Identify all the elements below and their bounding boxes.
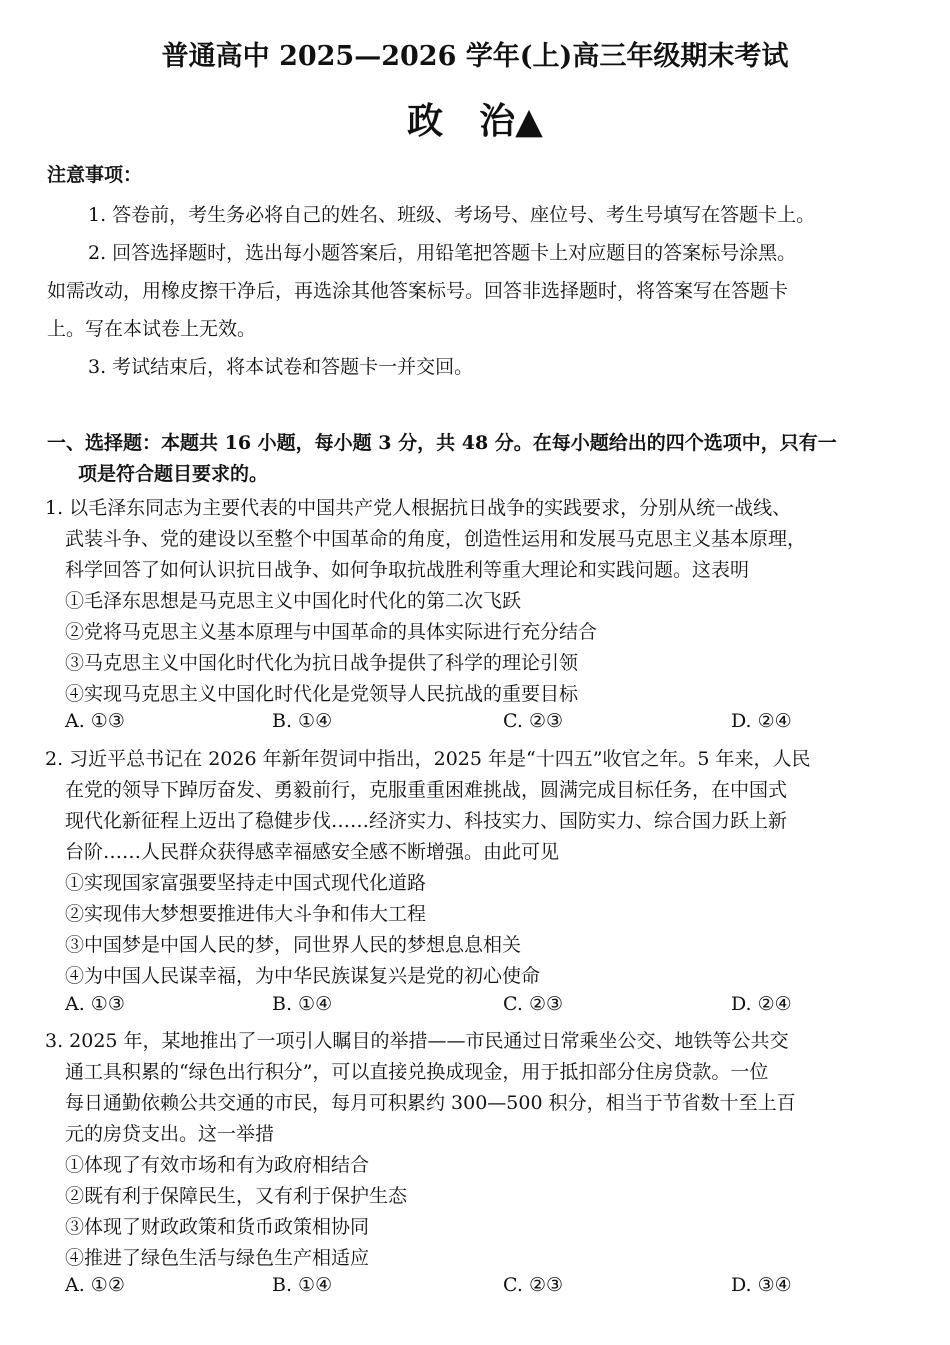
question-3-stem: 每日通勤依赖公共交通的市民，每月可积累约 300—500 积分，相当于节省数十至上百 [65, 1092, 796, 1114]
question-1-stem: 科学回答了如何认识抗日战争、如何争取抗战胜利等重大理论和实践问题。这表明 [65, 559, 750, 581]
section-heading-cont: 项是符合题目要求的。 [78, 463, 269, 485]
notice-line: 3. 考试结束后，将本试卷和答题卡一并交回。 [88, 356, 474, 378]
notice-line: 上。写在本试卷上无效。 [47, 318, 257, 340]
question-1-option-b: B. ①④ [272, 710, 333, 732]
question-3-stem: 3. 2025 年，某地推出了一项引人瞩目的举措——市民通过日常乘坐公交、地铁等公共交 [45, 1030, 789, 1052]
question-1-item: ②党将马克思主义基本原理与中国革命的具体实际进行充分结合 [65, 621, 598, 643]
question-1-item: ③马克思主义中国化时代化为抗日战争提供了科学的理论引领 [65, 652, 579, 674]
question-3-stem: 通工具积累的“绿色出行积分”，可以直接兑换成现金，用于抵扣部分住房贷款。一位 [65, 1061, 769, 1083]
subject-title: 政 治▲ [407, 100, 543, 142]
question-2-stem: 现代化新征程上迈出了稳健步伐……经济实力、科技实力、国防实力、综合国力跃上新 [65, 810, 788, 832]
question-2-item: ②实现伟大梦想要推进伟大斗争和伟大工程 [65, 903, 427, 925]
question-2-item: ①实现国家富强要坚持走中国式现代化道路 [65, 872, 427, 894]
question-3-option-c: C. ②③ [503, 1274, 564, 1296]
notice-line: 如需改动，用橡皮擦干净后，再选涂其他答案标号。回答非选择题时，将答案写在答题卡 [47, 280, 789, 302]
question-2-item: ③中国梦是中国人民的梦，同世界人民的梦想息息相关 [65, 934, 522, 956]
question-3-option-a: A. ①② [65, 1274, 125, 1296]
question-3-option-b: B. ①④ [272, 1274, 333, 1296]
question-3-item: ①体现了有效市场和有为政府相结合 [65, 1154, 370, 1176]
question-1-option-a: A. ①③ [65, 710, 125, 732]
question-2-option-b: B. ①④ [272, 993, 333, 1015]
question-1-item: ①毛泽东思想是马克思主义中国化时代化的第二次飞跃 [65, 590, 522, 612]
notice-line: 1. 答卷前，考生务必将自己的姓名、班级、考场号、座位号、考生号填写在答题卡上。 [88, 204, 816, 226]
question-2-option-c: C. ②③ [503, 993, 564, 1015]
question-2-item: ④为中国人民谋幸福，为中华民族谋复兴是党的初心使命 [65, 965, 541, 987]
question-3-item: ④推进了绿色生活与绿色生产相适应 [65, 1247, 370, 1269]
question-2-stem: 台阶……人民群众获得感幸福感安全感不断增强。由此可见 [65, 841, 560, 863]
question-3-option-d: D. ③④ [731, 1274, 792, 1296]
question-1-option-c: C. ②③ [503, 710, 564, 732]
question-3-stem: 元的房贷支出。这一举措 [65, 1123, 275, 1145]
question-1-item: ④实现马克思主义中国化时代化是党领导人民抗战的重要目标 [65, 683, 579, 705]
notice-heading: 注意事项： [47, 164, 143, 186]
question-3-item: ③体现了财政政策和货币政策相协同 [65, 1216, 370, 1238]
question-2-option-a: A. ①③ [65, 993, 125, 1015]
question-1-stem: 武装斗争、党的建设以至整个中国革命的角度，创造性运用和发展马克思主义基本原理， [65, 528, 807, 550]
question-1-option-d: D. ②④ [731, 710, 792, 732]
question-1-stem: 1. 以毛泽东同志为主要代表的中国共产党人根据抗日战争的实践要求，分别从统一战线、 [45, 497, 792, 519]
question-2-stem: 在党的领导下踔厉奋发、勇毅前行，克服重重困难挑战，圆满完成目标任务，在中国式 [65, 779, 788, 801]
question-2-option-d: D. ②④ [731, 993, 792, 1015]
question-3-item: ②既有利于保障民生，又有利于保护生态 [65, 1185, 408, 1207]
exam-title: 普通高中 2025—2026 学年(上)高三年级期末考试 [161, 41, 789, 72]
section-heading: 一、选择题：本题共 16 小题，每小题 3 分，共 48 分。在每小题给出的四个选项中，只有一 [47, 432, 837, 454]
notice-line: 2. 回答选择题时，选出每小题答案后，用铅笔把答题卡上对应题目的答案标号涂黑。 [88, 242, 797, 264]
question-2-stem: 2. 习近平总书记在 2026 年新年贺词中指出，2025 年是“十四五”收官之年。5 年来，人民 [45, 748, 811, 770]
